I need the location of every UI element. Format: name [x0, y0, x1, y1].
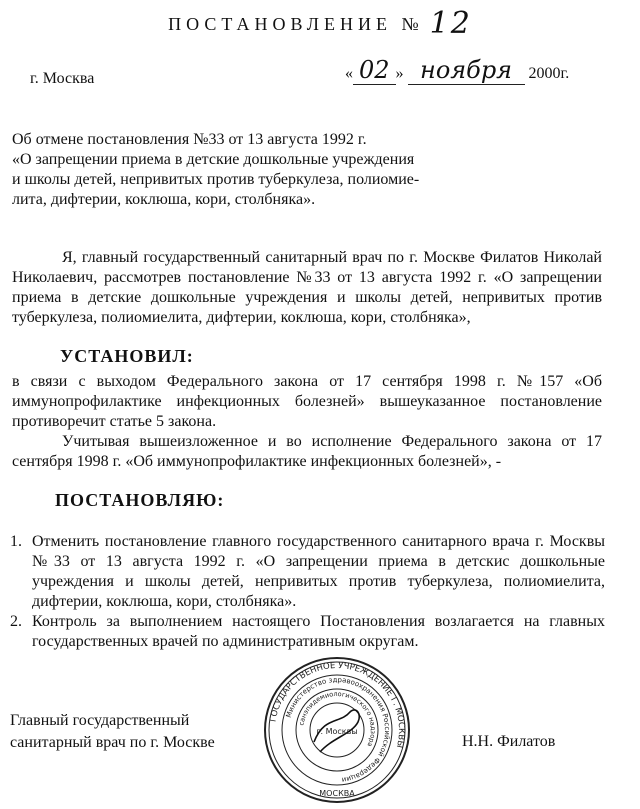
official-seal	[262, 656, 412, 809]
document-number: 12	[429, 6, 472, 41]
document-title	[0, 6, 640, 41]
item-text: Отменить постановление главного государственного санитарного врача г. Москвы №33 от 13 августа 1992 г. «О запрещении приема в детскис дошкольные учреждения и школы детей, непривитых против туберкулеза, полиомиелита, дифтерии, коклюша, кори, столбняка».	[32, 533, 605, 610]
signatory-position	[10, 710, 215, 754]
position-line-2: санитарный врач по г. Москве	[10, 734, 215, 751]
date-month: ноября	[408, 56, 525, 85]
heading-established: УСТАНОВИЛ:	[60, 346, 194, 366]
title-text: ПОСТАНОВЛЕНИЕ №	[168, 14, 424, 34]
seal-graphic	[262, 656, 412, 804]
document-date	[345, 56, 569, 85]
signatory-name: Н.Н. Филатов	[462, 733, 556, 750]
resolution-item	[10, 532, 605, 612]
subject-line-1: Об отмене постановления №33 от 13 августа 1992 г.	[12, 131, 367, 148]
seal-bottom-text: МОСКВА	[319, 789, 355, 798]
paragraph-findings: в связи с выходом Федерального закона от 17 сентября 1998 г. №157 «Об иммунопрофилактике инфекционных болезней» вышеуказанное постановление противоречит статье 5 закона.	[12, 373, 602, 430]
item-number: 2.	[10, 613, 22, 630]
heading-resolve: ПОСТАНОВЛЯЮ:	[55, 490, 225, 510]
subject-line-4: лита, дифтерии, коклюша, кори, столбняка».	[12, 191, 316, 208]
item-text: Контроль за выполнением настоящего Постановления возлагается на главных государственных врачей по административным округам.	[32, 613, 605, 650]
seal-inner-text: санэпидемиологического надзора	[297, 689, 378, 748]
city: г. Москва	[30, 70, 95, 87]
date-year: 2000г.	[528, 65, 570, 82]
date-close-quote: »	[395, 65, 404, 82]
paragraph-basis: Учитывая вышеизложенное и во исполнение Федерального закона от 17 сентября 1998 г. «Об иммунопрофилактике инфекционных болезней», -	[12, 433, 602, 470]
resolution-item	[10, 612, 605, 652]
document-subject	[12, 130, 472, 210]
seal-middle-text: Министерство здравоохранения Российской Федерации	[284, 675, 392, 784]
item-number: 1.	[10, 533, 22, 550]
seal-outer-text: ГОСУДАРСТВЕННОЕ УЧРЕЖДЕНИЕ Г. МОСКВЫ	[268, 660, 407, 749]
date-day: 02	[353, 56, 396, 85]
subject-line-2: «О запрещении приема в детские дошкольные учреждения	[12, 151, 415, 168]
seal-center-text: г. Москвы	[316, 727, 358, 736]
position-line-1: Главный государственный	[10, 712, 190, 729]
subject-line-3: и школы детей, непривитых против туберкулеза, полиомие-	[12, 171, 420, 188]
paragraph-preamble: Я, главный государственный санитарный врач по г. Москве Филатов Николай Николаевич, рассмотрев постановление №33 от 13 августа 1992 г. «О запрещении приема в детские дошкольные учреждения и школы детей, непривитых против туберкулеза, полиомиелита, дифтерии, коклюша, кори, столбняка»,	[12, 249, 602, 326]
date-open-quote: «	[345, 65, 353, 82]
